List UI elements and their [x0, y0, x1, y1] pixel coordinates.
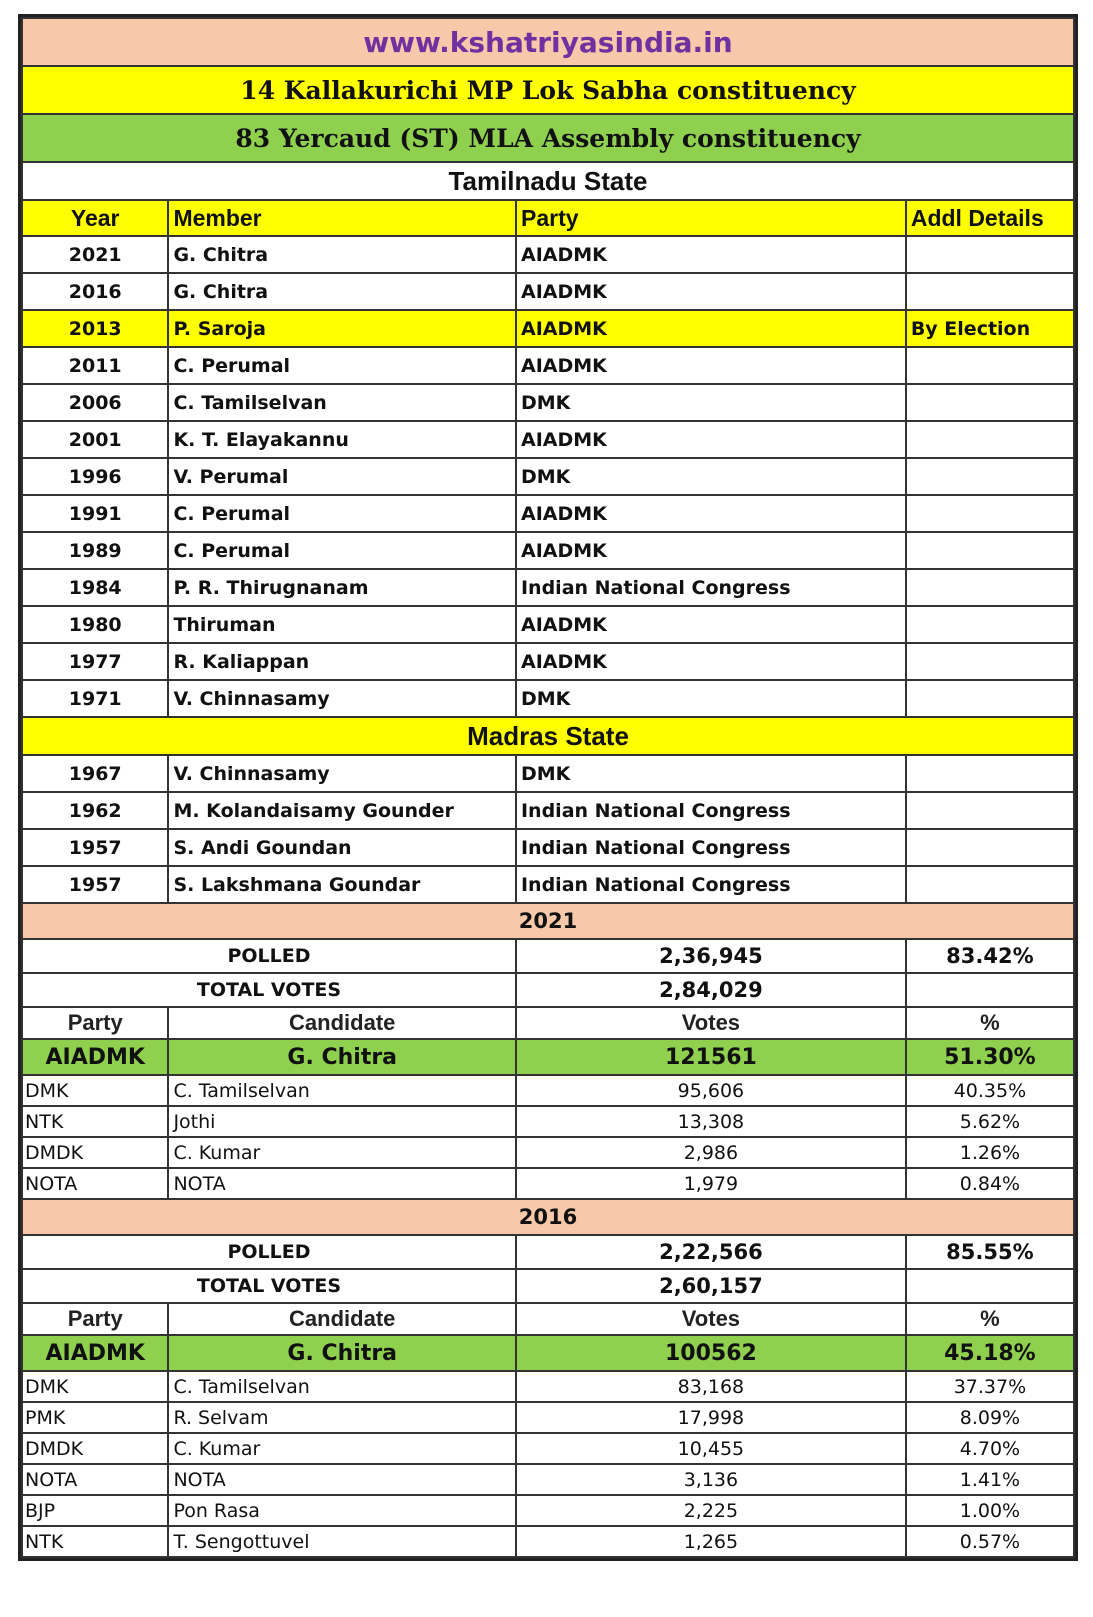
candidate-name: C. Tamilselvan	[168, 1371, 516, 1402]
candidate-row	[22, 1402, 1074, 1433]
candidate-name: T. Sengottuvel	[168, 1526, 516, 1557]
member-party: Indian National Congress	[516, 829, 906, 866]
candidate-votes: 3,136	[516, 1464, 906, 1495]
candidate-percent: 4.70%	[906, 1433, 1074, 1464]
member-year: 2013	[22, 310, 168, 347]
polled-value: 2,22,566	[516, 1235, 906, 1269]
member-details	[906, 569, 1074, 606]
candidate-row	[22, 1464, 1074, 1495]
candidate-percent: 8.09%	[906, 1402, 1074, 1433]
candidate-party: DMK	[22, 1075, 168, 1106]
assembly-title: 83 Yercaud (ST) MLA Assembly constituency	[22, 114, 1074, 162]
member-row	[22, 792, 1074, 829]
member-year: 1991	[22, 495, 168, 532]
member-details	[906, 829, 1074, 866]
member-name: G. Chitra	[168, 236, 516, 273]
candidate-name: Pon Rasa	[168, 1495, 516, 1526]
candidate-percent: 0.57%	[906, 1526, 1074, 1557]
member-details	[906, 532, 1074, 569]
total-votes-label: TOTAL VOTES	[22, 1269, 516, 1303]
candidate-row	[22, 1371, 1074, 1402]
member-name: S. Andi Goundan	[168, 829, 516, 866]
col-party: Party	[516, 200, 906, 236]
result-col-percent: %	[906, 1303, 1074, 1335]
col-member: Member	[168, 200, 516, 236]
member-row	[22, 755, 1074, 792]
winner-candidate: G. Chitra	[168, 1335, 516, 1371]
member-name: P. R. Thirugnanam	[168, 569, 516, 606]
candidate-votes: 2,225	[516, 1495, 906, 1526]
member-year: 1967	[22, 755, 168, 792]
winner-percent: 51.30%	[906, 1039, 1074, 1075]
member-details	[906, 680, 1074, 717]
candidate-party: NTK	[22, 1106, 168, 1137]
member-name: K. T. Elayakannu	[168, 421, 516, 458]
member-details	[906, 273, 1074, 310]
result-col-candidate: Candidate	[168, 1007, 516, 1039]
candidate-party: NOTA	[22, 1464, 168, 1495]
total-votes-empty	[906, 1269, 1074, 1303]
col-year: Year	[22, 200, 168, 236]
member-name: C. Tamilselvan	[168, 384, 516, 421]
member-row	[22, 606, 1074, 643]
member-party: AIADMK	[516, 421, 906, 458]
member-details: By Election	[906, 310, 1074, 347]
member-name: Thiruman	[168, 606, 516, 643]
member-name: G. Chitra	[168, 273, 516, 310]
member-details	[906, 606, 1074, 643]
member-year: 2001	[22, 421, 168, 458]
candidate-votes: 10,455	[516, 1433, 906, 1464]
winner-row	[22, 1039, 1074, 1075]
member-party: DMK	[516, 680, 906, 717]
polled-label: POLLED	[22, 1235, 516, 1269]
candidate-name: NOTA	[168, 1168, 516, 1199]
winner-percent: 45.18%	[906, 1335, 1074, 1371]
member-name: V. Perumal	[168, 458, 516, 495]
member-name: P. Saroja	[168, 310, 516, 347]
member-party: AIADMK	[516, 347, 906, 384]
candidate-votes: 1,265	[516, 1526, 906, 1557]
polled-label: POLLED	[22, 939, 516, 973]
member-details	[906, 421, 1074, 458]
candidate-row	[22, 1433, 1074, 1464]
member-year: 1977	[22, 643, 168, 680]
member-name: C. Perumal	[168, 347, 516, 384]
member-row	[22, 866, 1074, 903]
candidate-percent: 0.84%	[906, 1168, 1074, 1199]
candidate-party: NTK	[22, 1526, 168, 1557]
candidate-party: DMDK	[22, 1137, 168, 1168]
member-row	[22, 495, 1074, 532]
member-row	[22, 458, 1074, 495]
member-row	[22, 236, 1074, 273]
candidate-votes: 2,986	[516, 1137, 906, 1168]
member-details	[906, 347, 1074, 384]
candidate-percent: 37.37%	[906, 1371, 1074, 1402]
candidate-votes: 13,308	[516, 1106, 906, 1137]
result-col-votes: Votes	[516, 1303, 906, 1335]
member-year: 1957	[22, 829, 168, 866]
total-votes-value: 2,84,029	[516, 973, 906, 1007]
member-year: 2011	[22, 347, 168, 384]
member-details	[906, 755, 1074, 792]
result-year-band: 2021	[22, 903, 1074, 939]
candidate-name: R. Selvam	[168, 1402, 516, 1433]
candidate-party: PMK	[22, 1402, 168, 1433]
member-row	[22, 829, 1074, 866]
candidate-row	[22, 1137, 1074, 1168]
member-row	[22, 384, 1074, 421]
winner-candidate: G. Chitra	[168, 1039, 516, 1075]
result-col-candidate: Candidate	[168, 1303, 516, 1335]
constituency-sheet	[18, 14, 1078, 1561]
member-name: V. Chinnasamy	[168, 755, 516, 792]
member-details	[906, 458, 1074, 495]
member-year: 1984	[22, 569, 168, 606]
member-year: 1971	[22, 680, 168, 717]
member-name: C. Perumal	[168, 495, 516, 532]
member-year: 1989	[22, 532, 168, 569]
candidate-party: DMDK	[22, 1433, 168, 1464]
candidate-votes: 1,979	[516, 1168, 906, 1199]
member-party: AIADMK	[516, 310, 906, 347]
polled-percent: 85.55%	[906, 1235, 1074, 1269]
candidate-row	[22, 1168, 1074, 1199]
member-year: 1957	[22, 866, 168, 903]
total-votes-value: 2,60,157	[516, 1269, 906, 1303]
winner-votes: 100562	[516, 1335, 906, 1371]
member-name: C. Perumal	[168, 532, 516, 569]
result-col-percent: %	[906, 1007, 1074, 1039]
member-party: AIADMK	[516, 236, 906, 273]
member-row	[22, 643, 1074, 680]
result-col-party: Party	[22, 1303, 168, 1335]
member-row	[22, 347, 1074, 384]
candidate-party: BJP	[22, 1495, 168, 1526]
candidate-party: DMK	[22, 1371, 168, 1402]
result-col-party: Party	[22, 1007, 168, 1039]
member-party: DMK	[516, 384, 906, 421]
lok-sabha-title: 14 Kallakurichi MP Lok Sabha constituency	[22, 66, 1074, 114]
member-name: R. Kaliappan	[168, 643, 516, 680]
winner-party: AIADMK	[22, 1039, 168, 1075]
member-party: AIADMK	[516, 643, 906, 680]
member-party: Indian National Congress	[516, 569, 906, 606]
col-details: Addl Details	[906, 200, 1074, 236]
member-details	[906, 643, 1074, 680]
candidate-name: C. Kumar	[168, 1433, 516, 1464]
member-details	[906, 495, 1074, 532]
member-year: 1996	[22, 458, 168, 495]
candidate-row	[22, 1106, 1074, 1137]
candidate-name: NOTA	[168, 1464, 516, 1495]
member-party: AIADMK	[516, 273, 906, 310]
candidate-percent: 40.35%	[906, 1075, 1074, 1106]
winner-row	[22, 1335, 1074, 1371]
member-row	[22, 310, 1074, 347]
member-party: Indian National Congress	[516, 792, 906, 829]
member-year: 2006	[22, 384, 168, 421]
candidate-votes: 17,998	[516, 1402, 906, 1433]
candidate-percent: 1.00%	[906, 1495, 1074, 1526]
winner-votes: 121561	[516, 1039, 906, 1075]
member-party: AIADMK	[516, 606, 906, 643]
constituency-table	[21, 17, 1075, 1558]
member-year: 2021	[22, 236, 168, 273]
result-col-votes: Votes	[516, 1007, 906, 1039]
candidate-name: Jothi	[168, 1106, 516, 1137]
candidate-row	[22, 1075, 1074, 1106]
site-banner[interactable]: www.kshatriyasindia.in	[22, 18, 1074, 66]
candidate-percent: 1.26%	[906, 1137, 1074, 1168]
member-party: DMK	[516, 458, 906, 495]
candidate-votes: 83,168	[516, 1371, 906, 1402]
madras-state-title: Madras State	[22, 717, 1074, 755]
candidate-name: C. Kumar	[168, 1137, 516, 1168]
total-votes-empty	[906, 973, 1074, 1007]
result-year-band: 2016	[22, 1199, 1074, 1235]
member-name: V. Chinnasamy	[168, 680, 516, 717]
member-party: DMK	[516, 755, 906, 792]
member-row	[22, 532, 1074, 569]
member-row	[22, 569, 1074, 606]
member-details	[906, 236, 1074, 273]
member-details	[906, 866, 1074, 903]
member-party: AIADMK	[516, 532, 906, 569]
member-year: 1980	[22, 606, 168, 643]
member-name: S. Lakshmana Goundar	[168, 866, 516, 903]
state-title: Tamilnadu State	[22, 162, 1074, 200]
candidate-votes: 95,606	[516, 1075, 906, 1106]
polled-percent: 83.42%	[906, 939, 1074, 973]
polled-value: 2,36,945	[516, 939, 906, 973]
member-year: 1962	[22, 792, 168, 829]
candidate-percent: 5.62%	[906, 1106, 1074, 1137]
member-party: Indian National Congress	[516, 866, 906, 903]
member-row	[22, 680, 1074, 717]
member-year: 2016	[22, 273, 168, 310]
candidate-party: NOTA	[22, 1168, 168, 1199]
candidate-row	[22, 1526, 1074, 1557]
members-header-row	[22, 200, 1074, 236]
winner-party: AIADMK	[22, 1335, 168, 1371]
candidate-name: C. Tamilselvan	[168, 1075, 516, 1106]
member-row	[22, 273, 1074, 310]
member-details	[906, 792, 1074, 829]
member-row	[22, 421, 1074, 458]
candidate-percent: 1.41%	[906, 1464, 1074, 1495]
member-party: AIADMK	[516, 495, 906, 532]
member-name: M. Kolandaisamy Gounder	[168, 792, 516, 829]
member-details	[906, 384, 1074, 421]
total-votes-label: TOTAL VOTES	[22, 973, 516, 1007]
candidate-row	[22, 1495, 1074, 1526]
